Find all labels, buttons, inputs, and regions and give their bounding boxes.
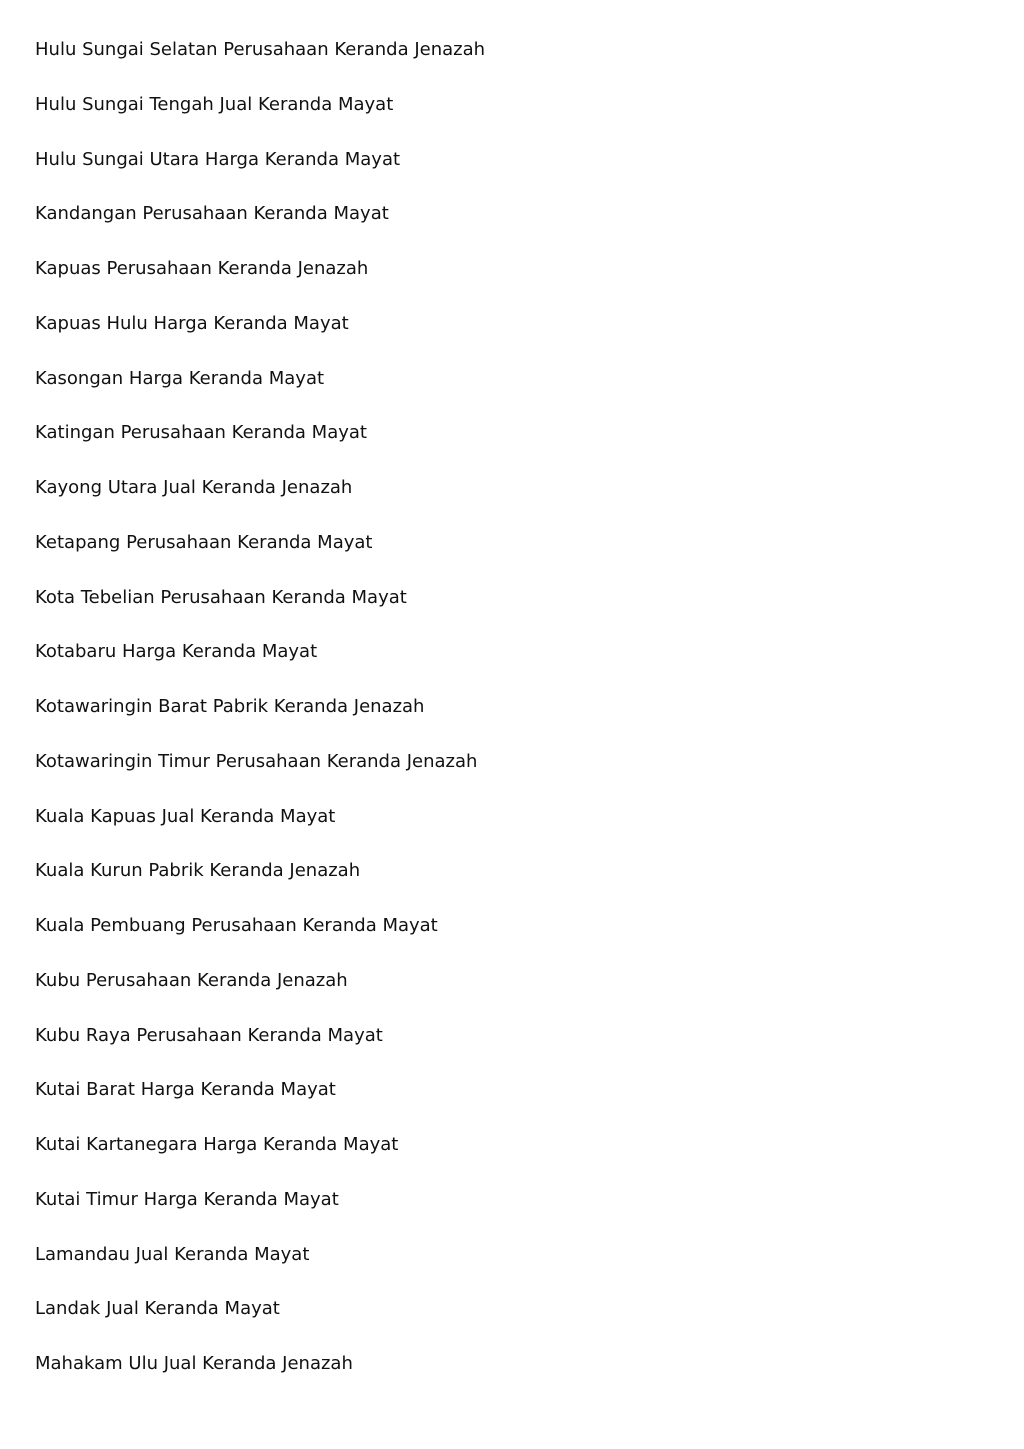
list-item bbox=[35, 421, 935, 476]
location-link[interactable]: Kotawaringin Timur Perusahaan Keranda Jenazah bbox=[35, 750, 478, 772]
location-link[interactable]: Kotabaru Harga Keranda Mayat bbox=[35, 641, 318, 663]
location-link[interactable]: Kubu Perusahaan Keranda Jenazah bbox=[35, 969, 348, 991]
list-item bbox=[35, 1188, 935, 1243]
location-link[interactable]: Mahakam Ulu Jual Keranda Jenazah bbox=[35, 1353, 353, 1374]
location-link[interactable]: Lamandau Jual Keranda Mayat bbox=[35, 1243, 310, 1265]
list-item bbox=[35, 914, 935, 969]
location-link[interactable]: Ketapang Perusahaan Keranda Mayat bbox=[35, 531, 373, 553]
location-link[interactable]: Katingan Perusahaan Keranda Mayat bbox=[35, 422, 367, 444]
list-item bbox=[35, 148, 935, 203]
list-item bbox=[35, 969, 935, 1024]
list-item bbox=[35, 1297, 935, 1352]
location-link[interactable]: Hulu Sungai Tengah Jual Keranda Mayat bbox=[35, 93, 394, 115]
list-item bbox=[35, 586, 935, 641]
location-link[interactable]: Kubu Raya Perusahaan Keranda Mayat bbox=[35, 1024, 383, 1046]
location-link[interactable]: Hulu Sungai Selatan Perusahaan Keranda Jenazah bbox=[35, 39, 486, 60]
location-link[interactable]: Landak Jual Keranda Mayat bbox=[35, 1298, 280, 1320]
list-item bbox=[35, 1024, 935, 1079]
location-link[interactable]: Kandangan Perusahaan Keranda Mayat bbox=[35, 203, 389, 225]
list-item bbox=[35, 93, 935, 148]
list-item bbox=[35, 1133, 935, 1188]
list-item bbox=[35, 257, 935, 312]
location-link[interactable]: Kotawaringin Barat Pabrik Keranda Jenazah bbox=[35, 696, 425, 717]
list-item bbox=[35, 805, 935, 860]
location-link[interactable]: Kutai Kartanegara Harga Keranda Mayat bbox=[35, 1134, 399, 1155]
location-link[interactable]: Kutai Barat Harga Keranda Mayat bbox=[35, 1079, 336, 1101]
list-item bbox=[35, 367, 935, 422]
location-link[interactable]: Kuala Kurun Pabrik Keranda Jenazah bbox=[35, 860, 361, 882]
location-link-list bbox=[35, 38, 935, 1407]
location-link[interactable]: Kuala Kapuas Jual Keranda Mayat bbox=[35, 805, 336, 827]
location-link[interactable]: Kasongan Harga Keranda Mayat bbox=[35, 367, 325, 389]
list-item bbox=[35, 312, 935, 367]
list-item bbox=[35, 476, 935, 531]
list-item bbox=[35, 1243, 935, 1298]
list-item bbox=[35, 202, 935, 257]
list-item bbox=[35, 695, 935, 750]
list-item bbox=[35, 38, 935, 93]
list-item bbox=[35, 1078, 935, 1133]
location-link[interactable]: Kuala Pembuang Perusahaan Keranda Mayat bbox=[35, 915, 438, 936]
location-link[interactable]: Kota Tebelian Perusahaan Keranda Mayat bbox=[35, 586, 407, 608]
location-link[interactable]: Hulu Sungai Utara Harga Keranda Mayat bbox=[35, 148, 401, 170]
location-link[interactable]: Kayong Utara Jual Keranda Jenazah bbox=[35, 477, 353, 498]
list-item bbox=[35, 750, 935, 805]
list-item bbox=[35, 1352, 935, 1407]
location-link[interactable]: Kutai Timur Harga Keranda Mayat bbox=[35, 1188, 339, 1210]
list-item bbox=[35, 859, 935, 914]
list-item bbox=[35, 531, 935, 586]
location-link[interactable]: Kapuas Perusahaan Keranda Jenazah bbox=[35, 258, 369, 279]
location-link[interactable]: Kapuas Hulu Harga Keranda Mayat bbox=[35, 312, 349, 334]
list-item bbox=[35, 640, 935, 695]
